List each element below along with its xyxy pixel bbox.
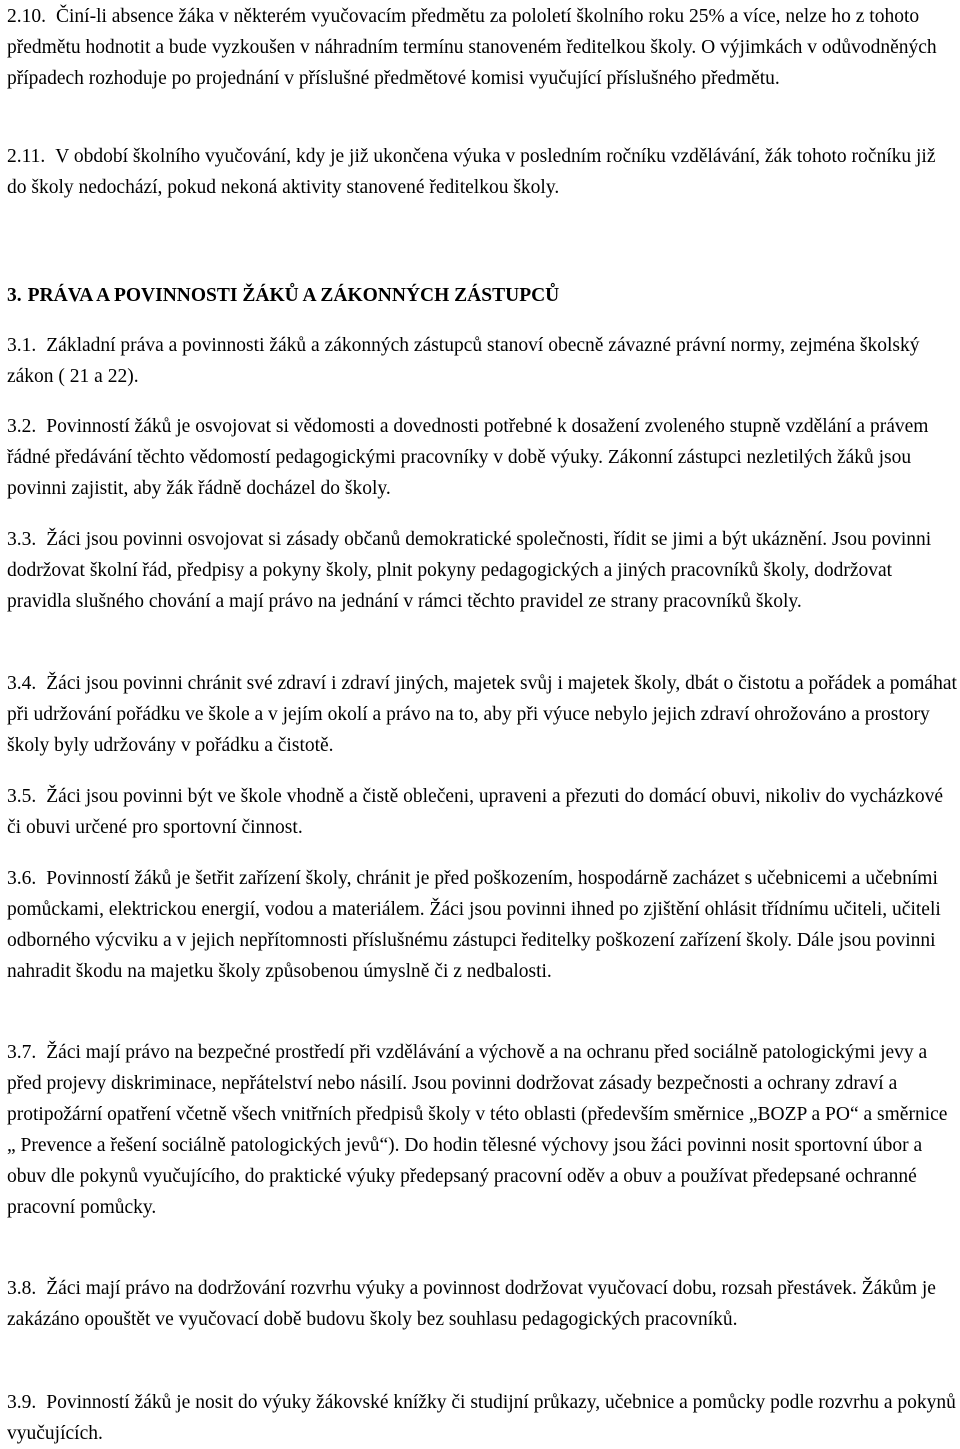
section-title: PRÁVA A POVINNOSTI ŽÁKŮ A ZÁKONNÝCH ZÁSTUPCŮ (27, 285, 560, 306)
item-text: Základní práva a povinnosti žáků a zákonných zástupců stanoví obecně závazné právní normy, zejména školský zákon ( 21 a 22). (7, 335, 920, 387)
paragraph-2-10 (7, 1, 957, 94)
section-heading (7, 280, 559, 311)
item-3-8 (7, 1273, 957, 1335)
item-number: 3.8. (7, 1278, 37, 1299)
item-number: 3.3. (7, 529, 37, 550)
item-number: 3.5. (7, 786, 37, 807)
item-text: Povinností žáků je osvojovat si vědomosti a dovednosti potřebné k dosažení zvoleného stupně vzdělání a právem řádné předávání těchto vědomostí pedagogickými pracovníky v době výuky. Zákonní zástupci nezletilých žáků jsou povinni zajistit, aby žák řádně docházel do školy. (7, 416, 929, 499)
paragraph-2-11 (7, 141, 957, 203)
item-text: Povinností žáků je nosit do výuky žákovské knížky či studijní průkazy, učebnice a pomůcky podle rozvrhu a pokynů vyučujících. (7, 1392, 956, 1444)
item-3-4 (7, 668, 957, 761)
item-text: Žáci mají právo na bezpečné prostředí při vzdělávání a výchově a na ochranu před sociálně patologickými jevy a před projevy diskriminace, nepřátelství nebo násilí. Jsou povinni dodržovat zásady bezpečnosti a ochrany zdraví a protipožární opatření včetně všech vnitřních předpisů školy v této oblasti (především směrnice „BOZP a PO“ a směrnice „ Prevence a řešení sociálně patologických jevů“). Do hodin tělesné výchovy jsou žáci povinni nosit sportovní úbor a obuv dle pokynů vyučujícího, do praktické výuky předepsaný pracovní oděv a obuv a používat předepsané ochranné pracovní pomůcky. (7, 1042, 948, 1218)
paragraph-text: V období školního vyučování, kdy je již ukončena výuka v posledním ročníku vzdělávání, žák tohoto ročníku již do školy nedochází, pokud nekoná aktivity stanovené ředitelkou školy. (7, 146, 936, 198)
item-number: 3.2. (7, 416, 37, 437)
paragraph-number: 2.10. (7, 6, 46, 27)
item-text: Žáci mají právo na dodržování rozvrhu výuky a povinnost dodržovat vyučovací dobu, rozsah přestávek. Žákům je zakázáno opouštět ve vyučovací době budovu školy bez souhlasu pedagogických pracovníků. (7, 1278, 936, 1330)
item-3-7 (7, 1037, 957, 1223)
item-number: 3.4. (7, 673, 37, 694)
item-text: Žáci jsou povinni být ve škole vhodně a čistě oblečeni, upraveni a přezuti do domácí obuvi, nikoliv do vycházkové či obuvi určené pro sportovní činnost. (7, 786, 944, 838)
item-text: Žáci jsou povinni osvojovat si zásady občanů demokratické společnosti, řídit se jimi a být ukáznění. Jsou povinni dodržovat školní řád, předpisy a pokyny školy, plnit pokyny pedagogických a jiných pracovníků školy, dodržovat pravidla slušného chování a mají právo na jednání v rámci těchto pravidel ze strany pracovníků školy. (7, 529, 932, 612)
paragraph-text: Činí-li absence žáka v některém vyučovacím předmětu za pololetí školního roku 25% a více, nelze ho z tohoto předmětu hodnotit a bude vyzkoušen v náhradním termínu stanoveném ředitelkou školy. O výjimkách v odůvodněných případech rozhoduje po projednání v příslušné předmětové komisi vyučující příslušného předmětu. (7, 6, 937, 89)
item-number: 3.1. (7, 335, 37, 356)
item-3-3 (7, 524, 957, 617)
section-number: 3. (7, 285, 22, 306)
item-3-5 (7, 781, 957, 843)
item-number: 3.9. (7, 1392, 37, 1413)
item-3-2 (7, 411, 957, 504)
paragraph-number: 2.11. (7, 146, 46, 167)
item-3-9 (7, 1387, 957, 1449)
item-text: Povinností žáků je šetřit zařízení školy, chránit je před poškozením, hospodárně zacházet s učebnicemi a učebními pomůckami, elektrickou energií, vodou a materiálem. Žáci jsou povinni ihned po zjištění ohlásit třídnímu učiteli, učiteli odborného výcviku a v jejich nepřítomnosti příslušnému zástupci ředitelky poškození zařízení školy. Dále jsou povinni nahradit škodu na majetku školy způsobenou úmyslně či z nedbalosti. (7, 868, 941, 982)
item-3-1 (7, 330, 957, 392)
item-3-6 (7, 863, 957, 987)
item-text: Žáci jsou povinni chránit své zdraví i zdraví jiných, majetek svůj i majetek školy, dbát o čistotu a pořádek a pomáhat při udržování pořádku ve škole a v jejím okolí a právo na to, aby při výuce nebylo jejich zdraví ohrožováno a prostory školy byly udržovány v pořádku a čistotě. (7, 673, 957, 756)
item-number: 3.7. (7, 1042, 37, 1063)
item-number: 3.6. (7, 868, 37, 889)
